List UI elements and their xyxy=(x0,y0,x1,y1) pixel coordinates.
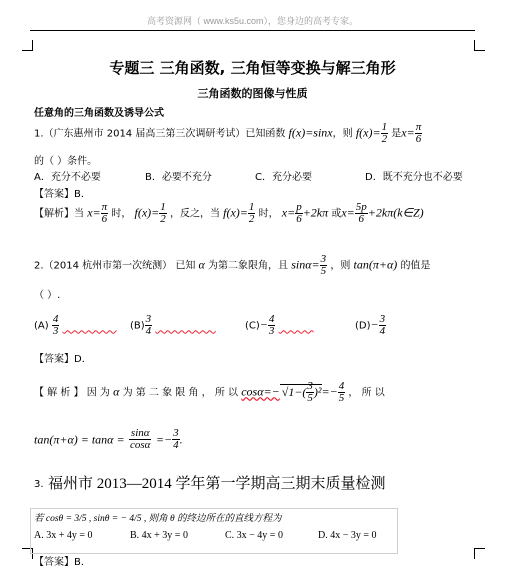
q2-tan-result: tan(π+α) = tanα = $\frac{\sin\alpha}{\cos\alpha}$ =− $\frac{3}{4}$ . xyxy=(34,427,183,451)
q1-stem: 1.（广东惠州市 2014 届高三第三次调研考试）已知函数 f(x)=sinx，则 f(x)= $\frac{1}{2}$ 是x= $\frac{\pi}{6}$ xyxy=(34,121,422,145)
q2-analysis: 【 解 析 】 因 为 α 为 第 二 象 限 角 ， 所 以 cosα=− √1−( $\frac{3}{5}$ )²=− $\frac{4}{5}$ ， 所 以 xyxy=(34,380,385,405)
section-heading: 任意角的三角函数及诱导公式 xyxy=(34,108,164,119)
q2-answer: 【答案】D． xyxy=(34,354,92,365)
q3-stem: 若 cosθ = 3/5 , sinθ = − 4/5 , 则角 θ 的终边所在的直线方程为 xyxy=(34,514,282,524)
corner-mark-bottom-right xyxy=(474,548,485,559)
corner-mark-top-right xyxy=(474,40,485,51)
q3-title: 福州市 2013—2014 学年第一学期高三期末质量检测 xyxy=(48,476,386,492)
q1-stem-tail: 的（ ）条件。 xyxy=(34,156,98,167)
page-title: 专题三 三角函数, 三角恒等变换与解三角形 xyxy=(109,59,396,77)
source-header: 高考资源网（ www.ks5u.com），您身边的高考专家。 xyxy=(146,16,359,26)
q1-analysis: 【解析】当 x= $\frac{\pi}{6}$ 时， f(x)= $\frac{1}{2}$ ，反之，当 f(x)= $\frac{1}{2}$ 时， x= $\frac{p}{6}$ +2kπ 或x= $\frac{5p}{6}$ +2kπ(k∈Z) xyxy=(34,201,424,225)
q2-stem: 2.（2014 杭州市第一次统测） 已知 α 为第二象限角，且 sinα= $\frac{3}{5}$ ，则 tan(π+α) 的值是 xyxy=(34,253,431,277)
q2-blank: （ ）. xyxy=(34,290,61,301)
page-subtitle: 三角函数的图像与性质 xyxy=(197,87,308,100)
header-rule xyxy=(30,30,475,31)
q3-answer: 【答案】B． xyxy=(34,557,91,568)
q1-option-c: C．充分必要 xyxy=(255,172,312,183)
q1-option-d: D．既不充分也不必要 xyxy=(365,172,463,183)
q1-option-b: B．必要不充分 xyxy=(145,172,212,183)
q3-option-c: C. 3x − 4y = 0 xyxy=(225,530,283,541)
q2-option-d: (D)− $\frac{3}{4}$ xyxy=(355,313,386,337)
q3-option-d: D. 4x − 3y = 0 xyxy=(318,530,377,541)
corner-mark-top-left xyxy=(22,40,33,51)
q1-option-a: A．充分不必要 xyxy=(34,172,101,183)
q2-option-b: (B) $\frac{3}{4}$ xyxy=(130,313,152,337)
q2-option-c: (C)− $\frac{4}{3}$ xyxy=(245,313,275,337)
q3-number: 3. xyxy=(34,479,44,490)
q3-option-a: A. 3x + 4y = 0 xyxy=(34,530,93,541)
q2-option-a: (A) $\frac{4}{3}$ xyxy=(34,313,59,337)
q3-option-b: B. 4x + 3y = 0 xyxy=(130,530,188,541)
q1-answer: 【答案】B． xyxy=(34,189,91,200)
